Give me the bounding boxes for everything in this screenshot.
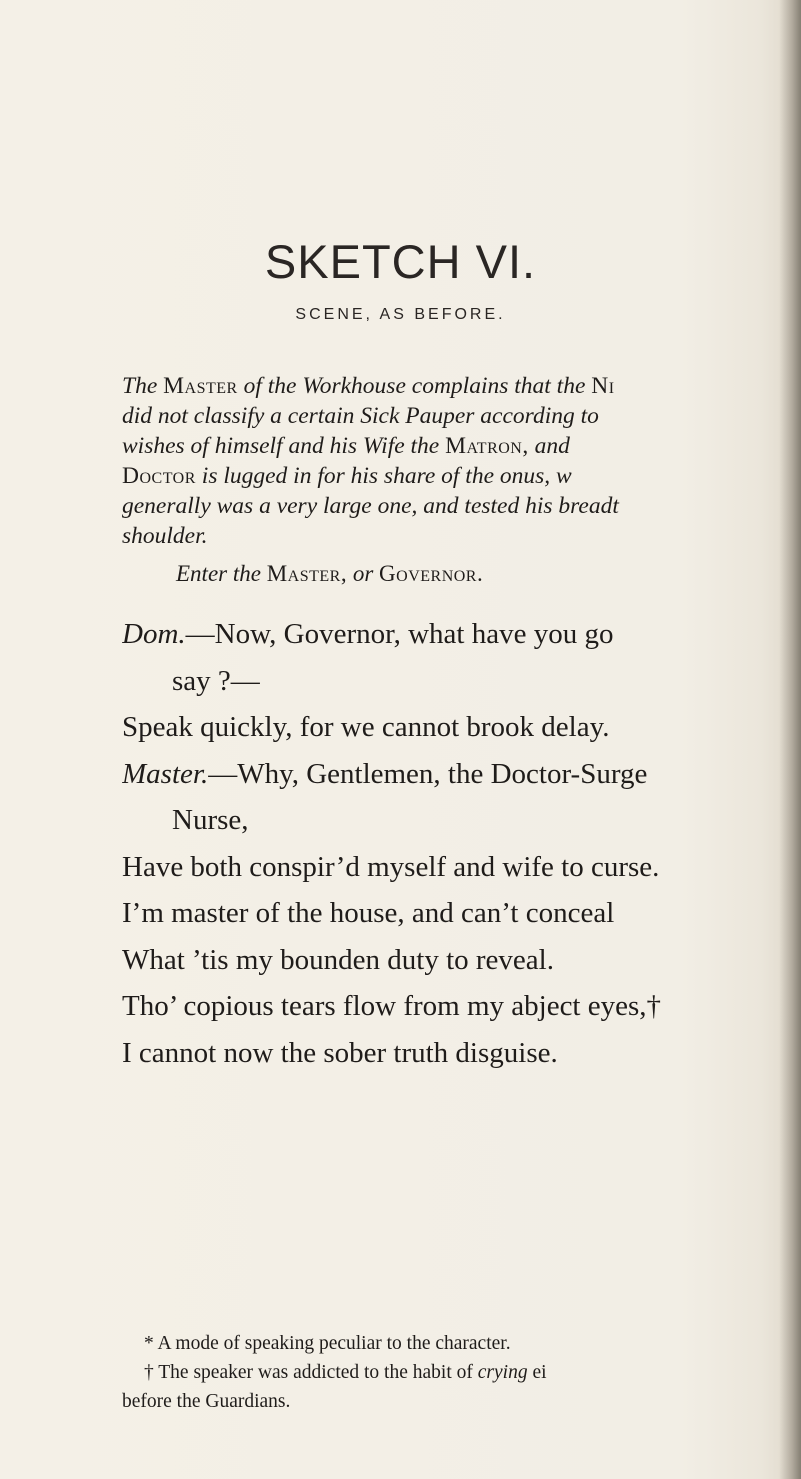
stage-direction-smallcaps: Governor. xyxy=(379,561,484,586)
argument-text: of the Workhouse complains that the xyxy=(243,373,586,399)
verse-line: What ’tis my bounden duty to reveal. xyxy=(122,943,554,976)
argument-line: did not classify a certain Sick Pauper according to xyxy=(122,403,599,429)
verse-block xyxy=(122,611,792,1076)
footnote-line: * A mode of speaking peculiar to the character. xyxy=(144,1333,511,1354)
stage-direction-text: or xyxy=(352,561,374,586)
speaker-name: Master. xyxy=(122,757,209,790)
footnote-line: before the Guardians. xyxy=(122,1391,291,1412)
argument-smallcaps: Matron, xyxy=(445,433,529,459)
verse-line: I’m master of the house, and can’t conceal xyxy=(122,897,615,929)
stage-direction-text: Enter the xyxy=(176,561,261,586)
argument-text: wishes of himself and his Wife the xyxy=(122,433,440,459)
argument-smallcaps: Doctor xyxy=(122,463,196,489)
verse-text: —Why, Gentlemen, the Doctor-Surge xyxy=(208,757,648,790)
argument-text: is lugged in for his share of the onus, w xyxy=(201,463,572,489)
verse-text: —Now, Governor, what have you go xyxy=(185,618,614,650)
stage-direction xyxy=(176,561,483,587)
argument-line: shoulder. xyxy=(122,523,208,549)
argument-smallcaps: Nı xyxy=(591,373,615,399)
argument-line: generally was a very large one, and tested his breadt xyxy=(122,493,619,519)
footnote-italic: crying xyxy=(477,1362,528,1383)
argument-line xyxy=(122,461,792,491)
verse-line: Tho’ copious tears flow from my abject eyes,† xyxy=(122,990,662,1022)
argument-text: The xyxy=(122,373,158,399)
argument-smallcaps: Master xyxy=(163,373,238,399)
footnote-line xyxy=(122,1358,792,1387)
footnotes xyxy=(122,1329,792,1416)
footnote-text: † The speaker was addicted to the habit of xyxy=(144,1362,473,1383)
stage-direction-smallcaps: Master, xyxy=(266,561,348,586)
verse-line xyxy=(122,751,792,798)
verse-line: Nurse, xyxy=(172,804,249,836)
verse-line: Speak quickly, for we cannot brook delay. xyxy=(122,711,610,743)
argument-line xyxy=(122,431,792,461)
argument-paragraph xyxy=(122,371,792,551)
verse-line: Have both conspir’d myself and wife to curse. xyxy=(122,850,660,883)
scene-subtitle: SCENE, AS BEFORE. xyxy=(295,306,506,323)
argument-text: and xyxy=(534,433,570,459)
verse-line: I cannot now the sober truth disguise. xyxy=(122,1036,558,1069)
footnote-text: ei xyxy=(532,1362,547,1383)
verse-line xyxy=(122,611,792,658)
sketch-title: SKETCH VI. xyxy=(264,235,537,288)
argument-line xyxy=(122,371,792,401)
speaker-name: Dom. xyxy=(122,618,186,650)
verse-line: say ?— xyxy=(172,664,260,697)
